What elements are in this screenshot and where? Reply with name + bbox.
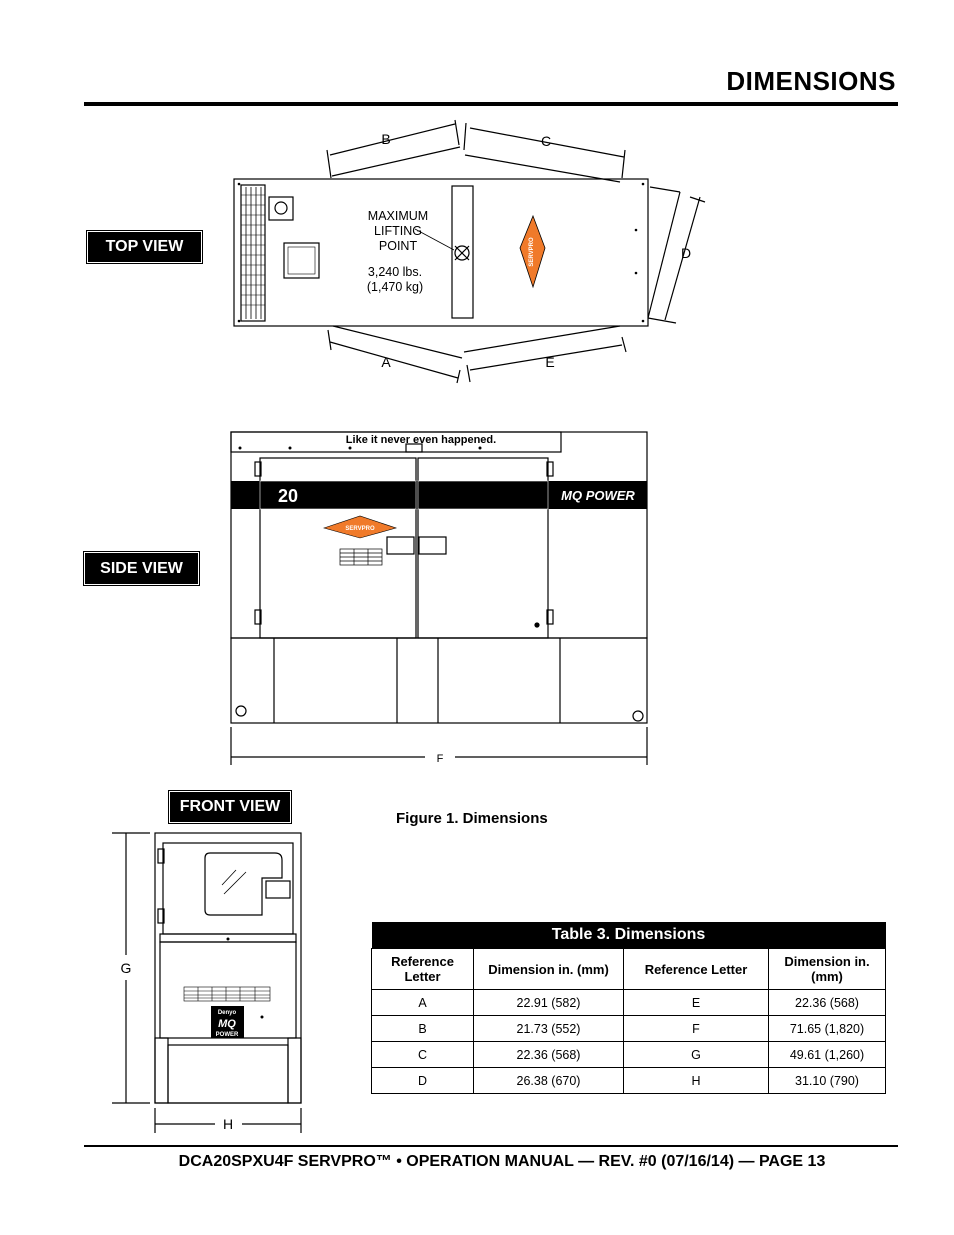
table-cell: H bbox=[624, 1068, 769, 1094]
table-cell: E bbox=[624, 990, 769, 1016]
header-dimension-1: Dimension in. (mm) bbox=[474, 949, 624, 990]
lift-line1: MAXIMUM bbox=[367, 209, 429, 223]
table-cell: F bbox=[624, 1016, 769, 1042]
side-servpro-text: SERVPRO bbox=[345, 526, 375, 532]
page-title: DIMENSIONS bbox=[726, 66, 896, 96]
dimensions-table bbox=[371, 922, 886, 1094]
header-ref-letter-1: Reference Letter bbox=[372, 949, 474, 990]
table-cell: 71.65 (1,820) bbox=[769, 1016, 886, 1042]
header-ref-letter-2: Reference Letter bbox=[624, 949, 769, 990]
dim-label-h: H bbox=[222, 1116, 234, 1132]
table-cell: C bbox=[372, 1042, 474, 1068]
footer-text: DCA20SPXU4F SERVPRO™ • OPERATION MANUAL — REV. #0 (07/16/14) — PAGE 13 bbox=[178, 1153, 826, 1170]
table-header-row bbox=[372, 949, 886, 990]
figure-caption: Figure 1. Dimensions bbox=[396, 810, 548, 827]
table-row bbox=[372, 990, 886, 1016]
table-cell: 49.61 (1,260) bbox=[769, 1042, 886, 1068]
weight-kg: (1,470 kg) bbox=[366, 280, 424, 294]
logo-denyo: Denyo bbox=[217, 1010, 237, 1016]
dim-label-a: A bbox=[381, 354, 391, 370]
logo-power: POWER bbox=[215, 1032, 239, 1038]
header-dimension-2: Dimension in. (mm) bbox=[769, 949, 886, 990]
table-cell: 22.36 (568) bbox=[769, 990, 886, 1016]
table-cell: A bbox=[372, 990, 474, 1016]
dim-label-d: D bbox=[680, 245, 692, 261]
dim-label-f: F bbox=[436, 753, 444, 765]
dim-label-c: C bbox=[540, 133, 552, 149]
table-cell: 22.36 (568) bbox=[474, 1042, 624, 1068]
table-cell: 31.10 (790) bbox=[769, 1068, 886, 1094]
table-cell: B bbox=[372, 1016, 474, 1042]
table-cell: 22.91 (582) bbox=[474, 990, 624, 1016]
front-view-label: FRONT VIEW bbox=[169, 791, 291, 823]
lift-line3: POINT bbox=[378, 239, 418, 253]
slogan-text: Like it never even happened. bbox=[345, 434, 497, 446]
weight-lbs: 3,240 lbs. bbox=[367, 265, 423, 279]
table-row bbox=[372, 1016, 886, 1042]
table-row bbox=[372, 1042, 886, 1068]
logo-mq: MQ bbox=[218, 1018, 236, 1030]
top-servpro-text: SERVPRO bbox=[529, 237, 535, 267]
table-caption: Table 3. Dimensions bbox=[372, 922, 886, 949]
dim-label-e: E bbox=[545, 354, 555, 370]
table-cell: 21.73 (552) bbox=[474, 1016, 624, 1042]
dim-label-b: B bbox=[381, 131, 391, 147]
table-cell: D bbox=[372, 1068, 474, 1094]
table-row bbox=[372, 1068, 886, 1094]
top-view-label: TOP VIEW bbox=[87, 231, 202, 263]
footer-rule bbox=[84, 1145, 898, 1147]
mq-power-brand: MQ POWER bbox=[561, 488, 635, 503]
table-cell: 26.38 (670) bbox=[474, 1068, 624, 1094]
model-number: 20 bbox=[278, 486, 299, 506]
dim-label-g: G bbox=[120, 960, 132, 976]
table-cell: G bbox=[624, 1042, 769, 1068]
side-view-label: SIDE VIEW bbox=[84, 552, 199, 585]
page-footer bbox=[0, 1153, 954, 1171]
lift-line2: LIFTING bbox=[374, 224, 422, 238]
